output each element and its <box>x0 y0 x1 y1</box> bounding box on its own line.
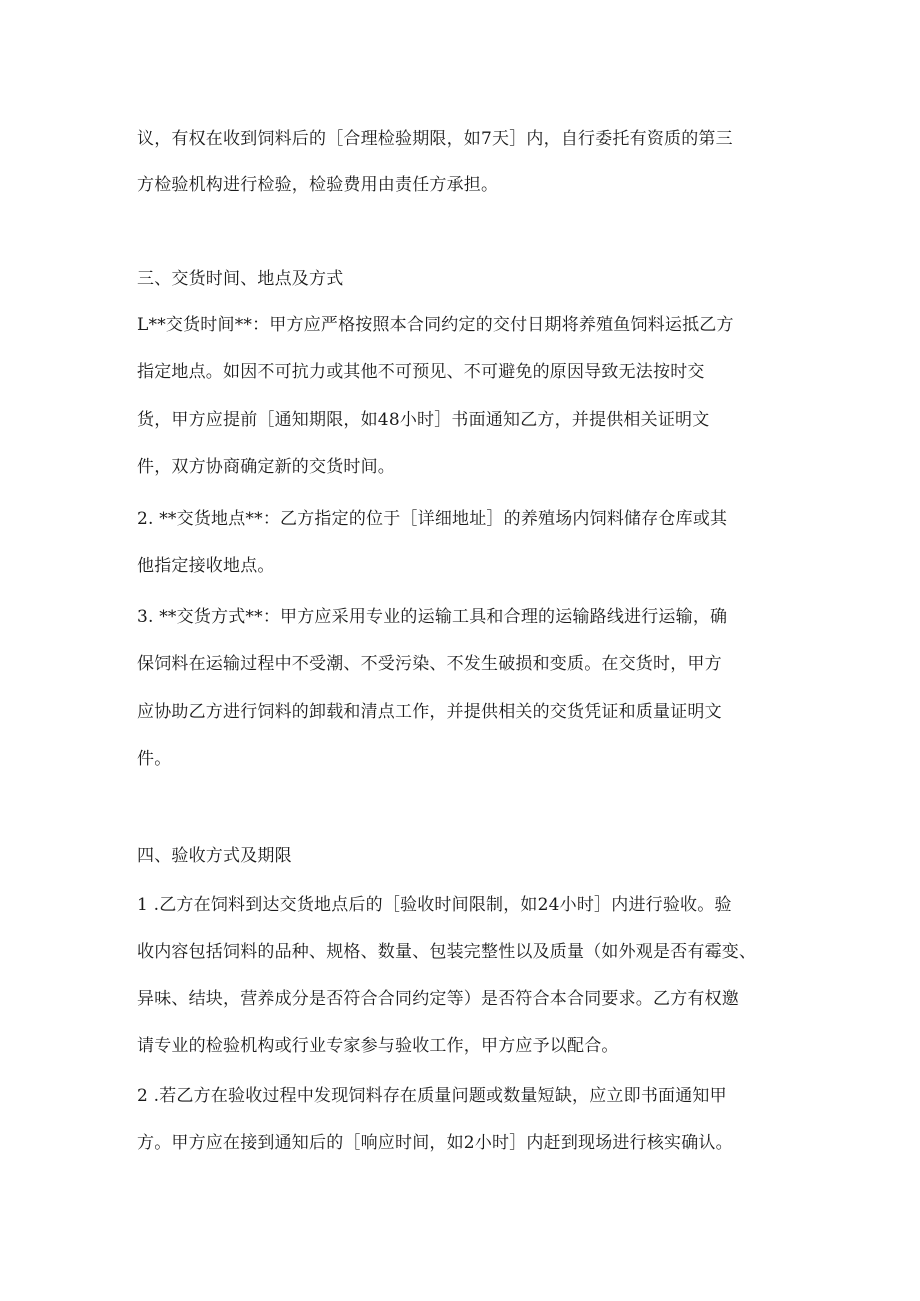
paragraph-line: 2 .若乙方在验收过程中发现饲料存在质量问题或数量短缺，应立即书面通知甲 <box>137 1086 727 1106</box>
paragraph-line: 货，甲方应提前［通知期限，如48小时］书面通知乙方，并提供相关证明文 <box>137 410 710 430</box>
paragraph-line: L**交货时间**：甲方应严格按照本合同约定的交付日期将养殖鱼饲料运抵乙方 <box>137 315 734 335</box>
paragraph-line: 异味、结块，营养成分是否符合合同约定等）是否符合本合同要求。乙方有权邀 <box>137 989 739 1009</box>
paragraph-line: 方。甲方应在接到通知后的［响应时间，如2小时］内赶到现场进行核实确认。 <box>137 1133 733 1153</box>
paragraph-line: 他指定接收地点。 <box>137 556 275 576</box>
paragraph-line: 2. **交货地点**：乙方指定的位于［详细地址］的养殖场内饲料储存仓库或其 <box>137 509 728 529</box>
section-heading: 三、交货时间、地点及方式 <box>137 269 344 289</box>
paragraph-line: 方检验机构进行检验，检验费用由责任方承担。 <box>137 175 499 195</box>
paragraph-line: 件，双方协商确定新的交货时间。 <box>137 457 395 477</box>
paragraph-line: 1 .乙方在饲料到达交货地点后的［验收时间限制，如24小时］内进行验收。验 <box>137 895 732 915</box>
paragraph-line: 收内容包括饲料的品种、规格、数量、包装完整性以及质量（如外观是否有霉变、 <box>137 942 757 962</box>
paragraph-line: 应协助乙方进行饲料的卸载和清点工作，并提供相关的交货凭证和质量证明文 <box>137 702 722 722</box>
paragraph-line: 保饲料在运输过程中不受潮、不受污染、不发生破损和变质。在交货时，甲方 <box>137 654 722 674</box>
paragraph-line: 件。 <box>137 749 172 769</box>
section-heading: 四、验收方式及期限 <box>137 846 292 866</box>
paragraph-line: 请专业的检验机构或行业专家参与验收工作，甲方应予以配合。 <box>137 1036 619 1056</box>
paragraph-line: 指定地点。如因不可抗力或其他不可预见、不可避免的原因导致无法按时交 <box>137 362 705 382</box>
paragraph-line: 议，有权在收到饲料后的［合理检验期限，如7天］内，自行委托有资质的第三 <box>137 129 733 149</box>
paragraph-line: 3. **交货方式**：甲方应采用专业的运输工具和合理的运输路线进行运输，确 <box>137 607 728 627</box>
